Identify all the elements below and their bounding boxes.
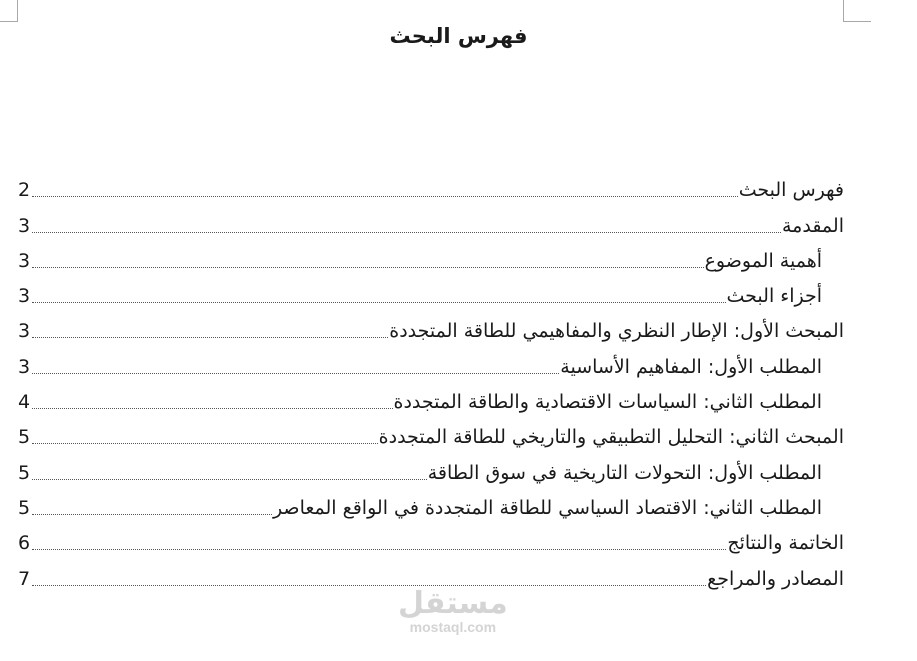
toc-entry-label: الخاتمة والنتائج (727, 532, 844, 555)
toc-entry[interactable] (18, 523, 844, 558)
toc-entry[interactable] (18, 311, 844, 346)
toc-entry-page: 3 (18, 320, 31, 343)
toc-entry[interactable] (18, 417, 844, 452)
toc-entry-label: فهرس البحث (738, 179, 844, 202)
toc-dot-leader (32, 408, 393, 409)
toc-entry[interactable] (18, 382, 844, 417)
toc-entry-label: المبحث الأول: الإطار النظري والمفاهيمي للطاقة المتجددة (389, 320, 844, 343)
toc-entry-label: المطلب الأول: المفاهيم الأساسية (560, 355, 822, 378)
toc-dot-leader (32, 373, 559, 374)
mostaql-watermark (398, 588, 508, 634)
page-title: فهرس البحث (389, 24, 528, 48)
toc-entry-label: المصادر والمراجع (707, 567, 844, 590)
margin-corner-mark-top-right (843, 0, 871, 22)
toc-entry[interactable] (18, 170, 844, 205)
toc-dot-leader (32, 196, 738, 197)
toc-entry[interactable] (18, 558, 844, 593)
toc-entry-page: 4 (18, 391, 31, 414)
toc-entry-label: المقدمة (781, 214, 844, 237)
toc-entry-page: 3 (18, 249, 31, 272)
margin-corner-mark-top-left (0, 0, 18, 22)
toc-dot-leader (32, 302, 726, 303)
toc-dot-leader (32, 514, 272, 515)
toc-entry[interactable] (18, 205, 844, 240)
toc-entry-page: 5 (18, 426, 31, 449)
toc-dot-leader (32, 267, 704, 268)
toc-entry[interactable] (18, 452, 844, 487)
toc-entry-label: أهمية الموضوع (704, 249, 822, 272)
toc-entry-label: أجزاء البحث (726, 285, 822, 308)
toc-entry-label: المطلب الثاني: الاقتصاد السياسي للطاقة المتجددة في الواقع المعاصر (272, 496, 822, 519)
toc-entry-label: المطلب الأول: التحولات التاريخية في سوق الطاقة (427, 461, 822, 484)
toc-entry[interactable] (18, 276, 844, 311)
toc-entry-page: 3 (18, 355, 31, 378)
toc-entry-page: 5 (18, 461, 31, 484)
table-of-contents (18, 170, 844, 594)
toc-dot-leader (32, 549, 726, 550)
toc-entry-label: المبحث الثاني: التحليل التطبيقي والتاريخي للطاقة المتجددة (378, 426, 844, 449)
toc-dot-leader (32, 585, 706, 586)
toc-entry[interactable] (18, 488, 844, 523)
watermark-url: mostaql.com (409, 619, 497, 635)
watermark-logo: مستقل (398, 586, 508, 621)
toc-entry-page: 2 (18, 179, 31, 202)
toc-dot-leader (32, 479, 427, 480)
toc-entry-label: المطلب الثاني: السياسات الاقتصادية والطاقة المتجددة (393, 391, 822, 414)
toc-entry[interactable] (18, 241, 844, 276)
toc-entry-page: 7 (18, 567, 31, 590)
toc-dot-leader (32, 337, 388, 338)
toc-entry-page: 6 (18, 532, 31, 555)
toc-entry-page: 3 (18, 214, 31, 237)
toc-entry[interactable] (18, 346, 844, 381)
toc-entry-page: 3 (18, 285, 31, 308)
toc-entry-page: 5 (18, 496, 31, 519)
toc-dot-leader (32, 232, 781, 233)
toc-dot-leader (32, 443, 378, 444)
